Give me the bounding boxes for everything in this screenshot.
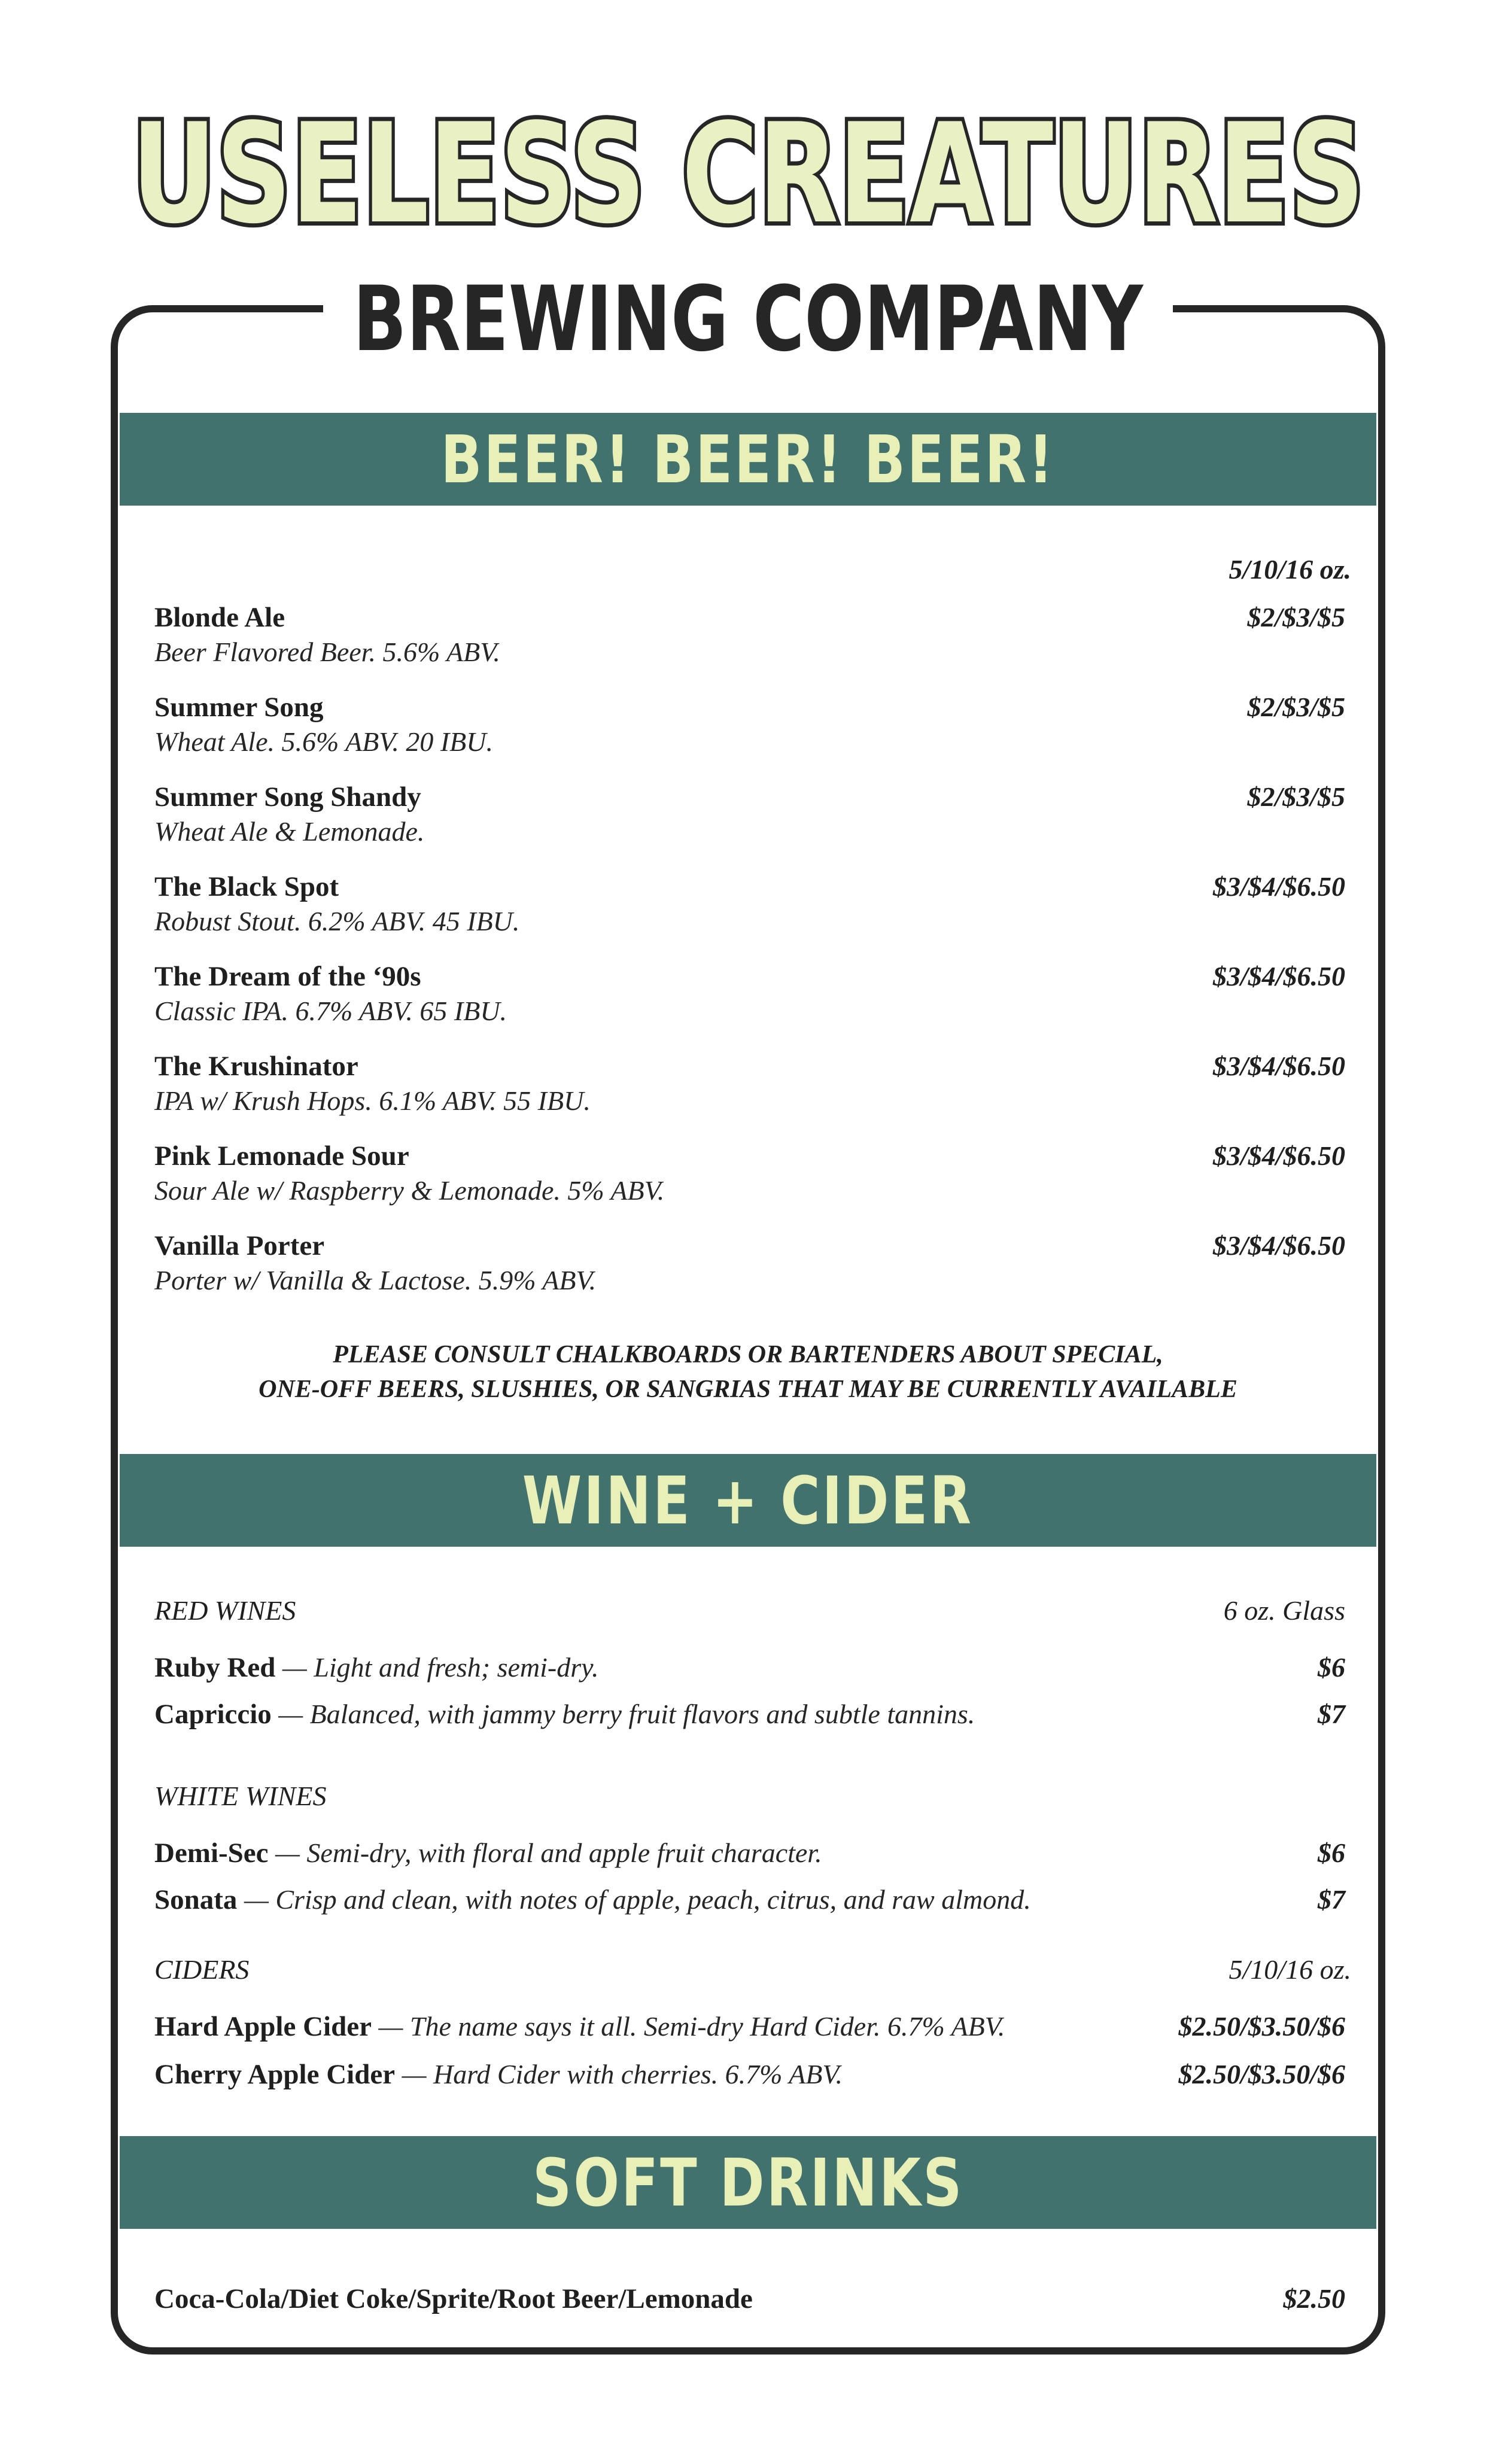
beer-price: $3/$4/$6.50 [1212, 1140, 1345, 1171]
beer-name: Vanilla Porter [154, 1230, 325, 1261]
soft-drink-item [154, 2283, 1345, 2319]
beer-description: Classic IPA. 6.7% ABV. 65 IBU. [154, 996, 507, 1026]
subtitle-text: BREWING COMPANY [353, 267, 1144, 372]
ciders-size: 5/10/16 oz. [1229, 1954, 1351, 1985]
beer-item [154, 1140, 1345, 1224]
beer-description: Beer Flavored Beer. 5.6% ABV. [154, 637, 500, 667]
beer-item [154, 1050, 1345, 1134]
white-wine-description: — Crisp and clean, with notes of apple, peach, citrus, and raw almond. [237, 1884, 1031, 1915]
beer-name: The Black Spot [154, 871, 339, 902]
beer-item [154, 601, 1345, 685]
red-wines-label: RED WINES [154, 1595, 296, 1626]
brand-logo [0, 72, 1496, 269]
white-wines-header [154, 1780, 1345, 1816]
beer-description: IPA w/ Krush Hops. 6.1% ABV. 55 IBU. [154, 1085, 591, 1116]
cider-price: $2.50/$3.50/$6 [1178, 2011, 1345, 2042]
cider-item [154, 2010, 1345, 2046]
beer-price: $3/$4/$6.50 [1212, 1230, 1345, 1261]
red-wine-name: Ruby Red [154, 1652, 276, 1683]
white-wine-price: $7 [1318, 1884, 1345, 1915]
red-wine-description: — Light and fresh; semi-dry. [275, 1652, 599, 1683]
cider-item [154, 2058, 1345, 2094]
white-wine-line [154, 1884, 1031, 1916]
red-wines-header [154, 1595, 1345, 1631]
notice-line-2: ONE-OFF BEERS, SLUSHIES, OR SANGRIAS THAT MAY BE CURRENTLY AVAILABLE [259, 1376, 1237, 1403]
cider-description: — The name says it all. Semi-dry Hard Cider. 6.7% ABV. [371, 2011, 1005, 2042]
white-wine-line [154, 1837, 822, 1869]
beer-name: Pink Lemonade Sour [154, 1140, 409, 1172]
white-wine-item [154, 1837, 1345, 1873]
beer-price: $3/$4/$6.50 [1212, 871, 1345, 902]
beer-name: Summer Song Shandy [154, 781, 421, 813]
specials-notice [120, 1337, 1376, 1407]
white-wine-name: Sonata [154, 1884, 238, 1915]
red-wine-line [154, 1651, 599, 1684]
beer-size-header [154, 553, 1351, 589]
ciders-header [154, 1954, 1351, 1990]
beer-name: Blonde Ale [154, 602, 285, 633]
soft-drink-name: Coca-Cola/Diet Coke/Sprite/Root Beer/Lemonade [154, 2283, 753, 2314]
cider-name: Hard Apple Cider [154, 2011, 372, 2042]
red-wine-line [154, 1698, 975, 1730]
red-wine-item [154, 1698, 1345, 1734]
notice-line-1: PLEASE CONSULT CHALKBOARDS OR BARTENDERS ABOUT SPECIAL, [333, 1341, 1163, 1368]
white-wine-name: Demi-Sec [154, 1838, 269, 1869]
beer-description: Sour Ale w/ Raspberry & Lemonade. 5% ABV. [154, 1175, 665, 1206]
beer-description: Wheat Ale. 5.6% ABV. 20 IBU. [154, 726, 493, 757]
cider-line [154, 2058, 843, 2091]
beer-price: $2/$3/$5 [1247, 692, 1345, 722]
brand-subtitle [323, 254, 1173, 374]
beer-item [154, 871, 1345, 954]
soft-heading: SOFT DRINKS [532, 2144, 964, 2221]
beer-description: Porter w/ Vanilla & Lactose. 5.9% ABV. [154, 1265, 597, 1295]
beer-price: $2/$3/$5 [1247, 602, 1345, 632]
beer-description: Wheat Ale & Lemonade. [154, 816, 425, 847]
beer-size-label: 5/10/16 oz. [1229, 554, 1351, 585]
red-wine-item [154, 1651, 1345, 1687]
red-wine-price: $6 [1318, 1652, 1345, 1683]
beer-name: The Dream of the ‘90s [154, 961, 421, 992]
red-wines-size: 6 oz. Glass [1223, 1595, 1345, 1626]
soft-drink-price: $2.50 [1283, 2283, 1345, 2314]
wine-banner [120, 1454, 1376, 1547]
logo-text: USELESS CREATURES [132, 95, 1364, 254]
beer-item [154, 960, 1345, 1044]
soft-banner [120, 2136, 1376, 2229]
cider-name: Cherry Apple Cider [154, 2059, 396, 2090]
beer-name: Summer Song [154, 692, 324, 723]
white-wine-description: — Semi-dry, with floral and apple fruit character. [268, 1838, 822, 1868]
beer-price: $2/$3/$5 [1247, 781, 1345, 812]
cider-line [154, 2010, 1005, 2043]
beer-item [154, 1230, 1345, 1313]
beer-heading: BEER! BEER! BEER! [440, 421, 1056, 498]
wine-heading: WINE + CIDER [522, 1462, 974, 1539]
red-wine-description: — Balanced, with jammy berry fruit flavors and subtle tannins. [271, 1699, 975, 1729]
beer-description: Robust Stout. 6.2% ABV. 45 IBU. [154, 906, 520, 936]
red-wine-price: $7 [1318, 1699, 1345, 1729]
cider-description: — Hard Cider with cherries. 6.7% ABV. [395, 2059, 843, 2089]
ciders-label: CIDERS [154, 1954, 250, 1985]
beer-item [154, 781, 1345, 865]
white-wine-price: $6 [1318, 1838, 1345, 1868]
beer-item [154, 691, 1345, 775]
soft-drink-line [154, 2283, 753, 2315]
white-wines-label: WHITE WINES [154, 1781, 327, 1811]
beer-price: $3/$4/$6.50 [1212, 1051, 1345, 1081]
red-wine-name: Capriccio [154, 1699, 272, 1730]
beer-banner [120, 413, 1376, 506]
beer-name: The Krushinator [154, 1051, 358, 1082]
cider-price: $2.50/$3.50/$6 [1178, 2059, 1345, 2089]
beer-price: $3/$4/$6.50 [1212, 961, 1345, 991]
white-wine-item [154, 1884, 1345, 1920]
